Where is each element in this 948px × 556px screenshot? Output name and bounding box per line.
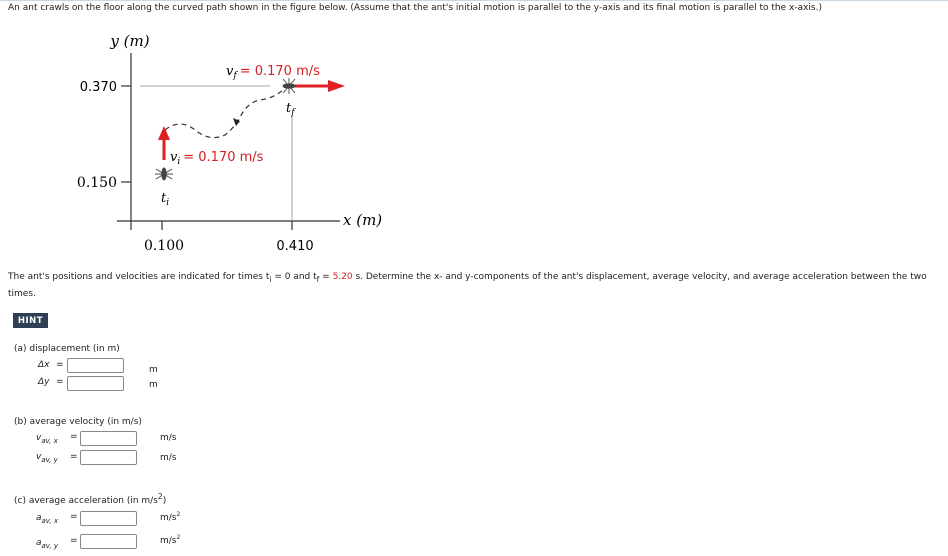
question-intro: An ant crawls on the floor along the curved path shown in the figure below. (Assume that the ant's initial motion is parallel to the y-axis and its final motion is parallel to the x-axis.): [8, 3, 822, 13]
problem-text-3: =: [319, 272, 333, 282]
hint-button[interactable]: HINT: [13, 313, 48, 328]
vi-label: $v_i = 0.170$ m/s: [170, 150, 264, 167]
vavy-unit: m/s: [160, 453, 177, 463]
ti-label: $t_i$: [161, 191, 170, 208]
x-tick-label-right: 0.410: [276, 239, 314, 254]
problem-time-value: 5.20: [332, 272, 353, 282]
problem-ti-sub: i: [269, 274, 272, 284]
y-tick-label-high: 0.370: [79, 80, 117, 95]
vavy-label: $v_{av, y}$: [36, 452, 58, 464]
dx-input[interactable]: [67, 358, 124, 373]
aavy-label: $a_{av, y}$: [36, 538, 58, 550]
ant-final-icon: [283, 78, 295, 94]
aavy-equals: =: [70, 536, 78, 546]
vavx-label: $v_{av, x}$: [36, 433, 58, 445]
problem-text-2: = 0 and t: [271, 272, 317, 282]
part-a-label: (a) displacement (in m): [14, 344, 120, 354]
x-tick-label-left: 0.100: [143, 238, 185, 254]
aavx-input[interactable]: [80, 511, 137, 526]
vavx-equals: =: [70, 432, 78, 442]
y-tick-label-low: 0.150: [76, 175, 117, 191]
y-axis-label: y (m): [110, 32, 150, 50]
ant-path-figure: [0, 20, 420, 265]
x-axis-label: x (m): [343, 211, 383, 229]
dy-label: Δy: [38, 377, 50, 387]
dy-equals: =: [56, 377, 64, 387]
final-velocity-arrowhead: [328, 80, 345, 92]
aavx-unit: $m/s^2$: [160, 511, 181, 523]
dx-unit: m: [149, 365, 158, 375]
tf-label: $t_f$: [286, 101, 295, 118]
vavy-equals: =: [70, 452, 78, 462]
problem-text-4: s. Determine the x- and y-components of the ant's displacement, average velocity, and average acceleration between the two times.: [8, 272, 927, 299]
dy-unit: m: [149, 380, 158, 390]
aavx-label: $a_{av, x}$: [36, 513, 58, 525]
dy-input[interactable]: [67, 376, 124, 391]
problem-text-1: The ant's positions and velocities are indicated for times t: [8, 272, 270, 282]
problem-tf-sub: f: [316, 274, 320, 284]
aavy-input[interactable]: [80, 534, 137, 549]
problem-statement: [8, 270, 942, 302]
ant-path: [165, 88, 285, 138]
part-c-label: (c) average acceleration (in $m/s^2$): [14, 492, 167, 506]
top-divider: [0, 0, 948, 1]
dx-equals: =: [56, 360, 64, 370]
vavx-input[interactable]: [80, 431, 137, 446]
vavx-unit: m/s: [160, 433, 177, 443]
vf-label: $v_f = 0.170$ m/s: [226, 64, 320, 81]
vavy-input[interactable]: [80, 450, 137, 465]
part-b-label: (b) average velocity (in m/s): [14, 417, 142, 427]
dx-label: Δx: [38, 360, 50, 370]
aavx-equals: =: [70, 512, 78, 522]
ant-initial-icon: [155, 168, 173, 180]
aavy-unit: $m/s^2$: [160, 534, 181, 546]
